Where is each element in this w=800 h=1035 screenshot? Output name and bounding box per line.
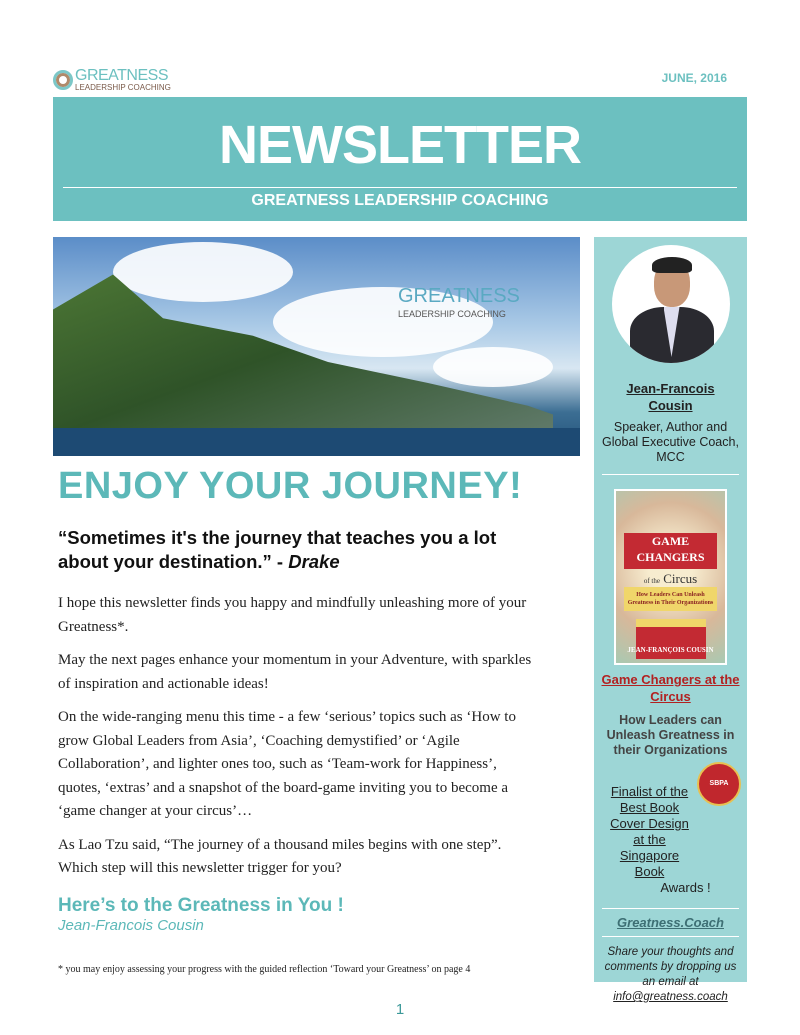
page-number: 1: [395, 1001, 405, 1018]
sidebar: [594, 237, 747, 1003]
logo-subtext: LEADERSHIP COACHING: [75, 83, 171, 92]
newsletter-banner: [53, 97, 747, 221]
book-cover-image[interactable]: GAME CHANGERS of the Circus How Leaders Can Unleash Greatness in Their Organizations JEAN-FRANÇOIS COUSIN: [614, 489, 727, 665]
banner-title: NEWSLETTER: [219, 115, 581, 175]
divider: [602, 936, 739, 937]
signoff-line: Here’s to the Greatness in You !: [58, 895, 344, 916]
book-subtitle: How Leaders can Unleash Greatness in their Organizations: [606, 713, 735, 757]
hero-image: [53, 237, 580, 456]
signature: Jean-Francois Cousin: [58, 917, 204, 934]
banner-divider: [63, 187, 737, 188]
website-link[interactable]: Greatness.Coach: [617, 915, 724, 930]
brand-logo: [53, 68, 171, 92]
author-photo: [612, 245, 730, 363]
main-heading: ENJOY YOUR JOURNEY!: [58, 465, 523, 507]
contact-text: Share your thoughts and comments by dropping us an email at: [604, 946, 737, 988]
award-link[interactable]: Finalist of the Best Book Cover Design at the Singapore Book: [610, 784, 689, 879]
banner-subtitle: GREATNESS LEADERSHIP COACHING: [251, 192, 549, 209]
author-role: Speaker, Author and Global Executive Coach, MCC: [602, 420, 739, 464]
logo-text: GREATNESS: [75, 67, 168, 84]
quote-author: Drake: [288, 551, 340, 572]
quote: “Sometimes it's the journey that teaches you a lot about your destination.” - Drake: [58, 527, 497, 572]
award-tail: Awards !: [660, 880, 711, 895]
paragraph: As Lao Tzu said, “The journey of a thousand miles begins with one step”. Which step will this newsletter trigger for you?: [58, 836, 502, 876]
hero-logo: GREATNESS LEADERSHIP COACHING: [398, 285, 520, 319]
intro-body: [58, 592, 538, 891]
divider: [602, 474, 739, 475]
paragraph: May the next pages enhance your momentum in your Adventure, with sparkles of inspiration and actionable ideas!: [58, 652, 532, 692]
author-name-link[interactable]: Jean-Francois Cousin: [626, 381, 715, 413]
paragraph: On the wide-ranging menu this time - a few ‘serious’ topics such as ‘How to grow Global Leaders from Asia’, ‘Coaching demystified’ or ‘Agile Collaboration’, and lighter ones too, such as ‘Team-work for Happiness’, quotes, ‘extras’ and a snapshot of the board-game inviting you to become a ‘game changer at your circus’…: [58, 709, 516, 819]
signoff: [58, 895, 344, 934]
email-link[interactable]: info@greatness.coach: [613, 991, 728, 1003]
footnote: * you may enjoy assessing your progress with the guided reflection ‘Toward your Greatness’ on page 4: [58, 964, 471, 975]
logo-ring-icon: [53, 70, 73, 90]
divider: [602, 908, 739, 909]
paragraph: I hope this newsletter finds you happy and mindfully unleashing more of your Greatness*.: [58, 595, 527, 635]
issue-date: JUNE, 2016: [661, 71, 727, 85]
book-link[interactable]: Game Changers at the Circus: [601, 672, 740, 704]
award-badge-icon: SBPA: [697, 762, 741, 806]
